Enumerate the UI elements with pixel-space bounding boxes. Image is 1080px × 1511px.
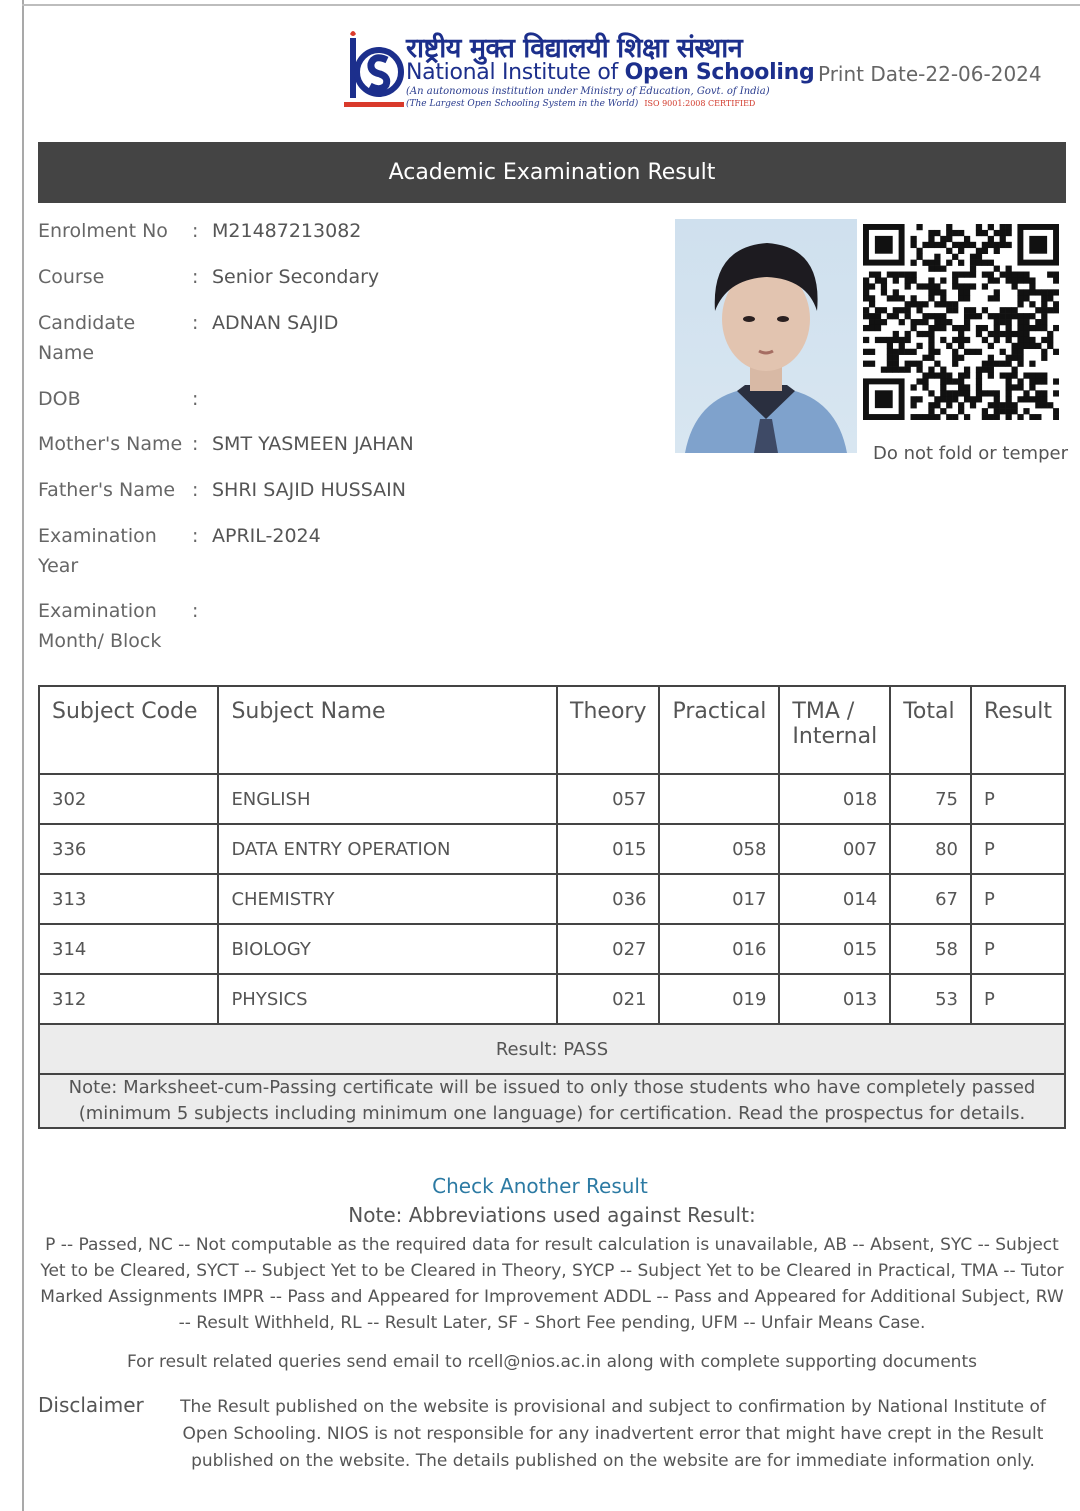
header-total: Total <box>890 686 971 774</box>
subject-name: BIOLOGY <box>218 924 557 974</box>
table-row <box>39 874 1065 924</box>
colon: : <box>192 388 199 410</box>
result-banner: Academic Examination Result <box>38 142 1066 203</box>
marks-table <box>38 685 1066 1129</box>
table-row <box>39 824 1065 874</box>
page-frame-top <box>22 4 1080 6</box>
header-tma-line1: TMA / <box>792 699 855 724</box>
enrolment-value: M21487213082 <box>212 220 362 242</box>
mother-value: SMT YASMEEN JAHAN <box>212 433 414 455</box>
subject-code: 312 <box>39 974 218 1024</box>
colon: : <box>192 600 199 622</box>
practical-marks: 019 <box>659 974 779 1024</box>
tma-marks: 014 <box>779 874 890 924</box>
exam-year-label-line2: Year <box>38 555 79 577</box>
subject-code: 314 <box>39 924 218 974</box>
disclaimer-label: Disclaimer <box>38 1393 144 1417</box>
candidate-photo <box>675 219 857 453</box>
total-marks: 75 <box>890 774 971 824</box>
header-result: Result <box>971 686 1065 774</box>
practical-marks: 058 <box>659 824 779 874</box>
course-value: Senior Secondary <box>212 266 380 288</box>
theory-marks: 015 <box>557 824 659 874</box>
exam-month-label-line1: Examination <box>38 600 157 622</box>
page-frame-left <box>22 0 24 1511</box>
mother-label: Mother's Name <box>38 433 183 455</box>
subject-result: P <box>971 874 1065 924</box>
table-row <box>39 924 1065 974</box>
subject-code: 313 <box>39 874 218 924</box>
theory-marks: 021 <box>557 974 659 1024</box>
nios-logo-icon <box>344 28 404 110</box>
father-label: Father's Name <box>38 479 176 501</box>
course-label: Course <box>38 266 105 288</box>
print-date: Print Date-22-06-2024 <box>818 62 1042 86</box>
institute-name-english <box>406 60 814 85</box>
header-subject-name: Subject Name <box>218 686 557 774</box>
candidate-value: ADNAN SAJID <box>212 312 339 334</box>
header-practical: Practical <box>659 686 779 774</box>
subject-code: 302 <box>39 774 218 824</box>
subject-result: P <box>971 824 1065 874</box>
colon: : <box>192 525 199 547</box>
institute-name-hindi: राष्ट्रीय मुक्त विद्यालयी शिक्षा संस्थान <box>406 33 743 64</box>
candidate-label <box>38 308 198 368</box>
header-tma-line2: Internal <box>792 724 878 749</box>
practical-marks <box>659 774 779 824</box>
total-marks: 53 <box>890 974 971 1024</box>
total-marks: 67 <box>890 874 971 924</box>
subject-name: PHYSICS <box>218 974 557 1024</box>
candidate-label-line2: Name <box>38 342 95 364</box>
subject-code: 336 <box>39 824 218 874</box>
certificate-note: Note: Marksheet-cum-Passing certificate will be issued to only those students who have completely passed (minimum 5 subjects including minimum one language) for certification. Read the prospectus for details. <box>39 1074 1065 1128</box>
table-header-row <box>39 686 1065 774</box>
qr-code <box>863 224 1059 420</box>
subject-name: ENGLISH <box>218 774 557 824</box>
header-theory: Theory <box>557 686 659 774</box>
enrolment-label: Enrolment No <box>38 220 168 242</box>
header-subject-code: Subject Code <box>39 686 218 774</box>
result-summary: Result: PASS <box>39 1024 1065 1074</box>
practical-marks: 016 <box>659 924 779 974</box>
total-marks: 58 <box>890 924 971 974</box>
institute-tagline: (The Largest Open Schooling System in the World) <box>406 99 639 109</box>
theory-marks: 057 <box>557 774 659 824</box>
subject-name: CHEMISTRY <box>218 874 557 924</box>
certificate-note-row <box>39 1074 1065 1128</box>
disclaimer-text: The Result published on the website is provisional and subject to confirmation by National Institute of Open Schooling. NIOS is not responsible for any inadvertent error that might have crept in the Result published on the website. The details published on the website are for immediate information only. <box>180 1397 1046 1471</box>
header-tma <box>779 686 890 774</box>
institute-name-part2: Open Schooling <box>624 60 815 85</box>
candidate-label-line1: Candidate <box>38 312 136 334</box>
check-another-result-link[interactable]: Check Another Result <box>432 1174 648 1198</box>
result-summary-row <box>39 1024 1065 1074</box>
exam-year-value: APRIL-2024 <box>212 525 321 547</box>
theory-marks: 027 <box>557 924 659 974</box>
father-value: SHRI SAJID HUSSAIN <box>212 479 406 501</box>
colon: : <box>192 479 199 501</box>
institute-subtitle-2 <box>406 99 755 109</box>
table-row <box>39 974 1065 1024</box>
institute-subtitle-1: (An autonomous institution under Ministry of Education, Govt. of India) <box>406 86 770 97</box>
colon: : <box>192 312 199 334</box>
colon: : <box>192 266 199 288</box>
abbreviations-title: Note: Abbreviations used against Result: <box>348 1203 756 1227</box>
subject-result: P <box>971 974 1065 1024</box>
exam-month-label <box>38 596 198 656</box>
institute-name-part1: National Institute of <box>406 60 625 85</box>
theory-marks: 036 <box>557 874 659 924</box>
colon: : <box>192 433 199 455</box>
subject-result: P <box>971 774 1065 824</box>
exam-month-label-line2: Month/ Block <box>38 630 162 652</box>
tma-marks: 015 <box>779 924 890 974</box>
iso-certified-text: ISO 9001:2008 CERTIFIED <box>644 99 756 108</box>
query-email-text: For result related queries send email to rcell@nios.ac.in along with complete supporting documents <box>127 1352 977 1372</box>
subject-result: P <box>971 924 1065 974</box>
qr-note: Do not fold or temper <box>873 443 1068 464</box>
tma-marks: 018 <box>779 774 890 824</box>
tma-marks: 007 <box>779 824 890 874</box>
colon: : <box>192 220 199 242</box>
subject-name: DATA ENTRY OPERATION <box>218 824 557 874</box>
practical-marks: 017 <box>659 874 779 924</box>
exam-year-label <box>38 521 198 581</box>
abbreviations-text: P -- Passed, NC -- Not computable as the required data for result calculation is unavailable, AB -- Absent, SYC -- Subject Yet to be Cleared, SYCT -- Subject Yet to be Cleared in Theory, SYCP -- Subject Yet to be Cleared in Practical, TMA -- Tutor Marked Assignments IMPR -- Pass and Appeared for Improvement ADDL -- Pass and Appeared for Additional Subject, RW -- Result Withheld, RL -- Result Later, SF - Short Fee pending, UFM -- Unfair Means Case. <box>40 1235 1064 1333</box>
total-marks: 80 <box>890 824 971 874</box>
exam-year-label-line1: Examination <box>38 525 157 547</box>
dob-label: DOB <box>38 388 81 410</box>
table-row <box>39 774 1065 824</box>
tma-marks: 013 <box>779 974 890 1024</box>
